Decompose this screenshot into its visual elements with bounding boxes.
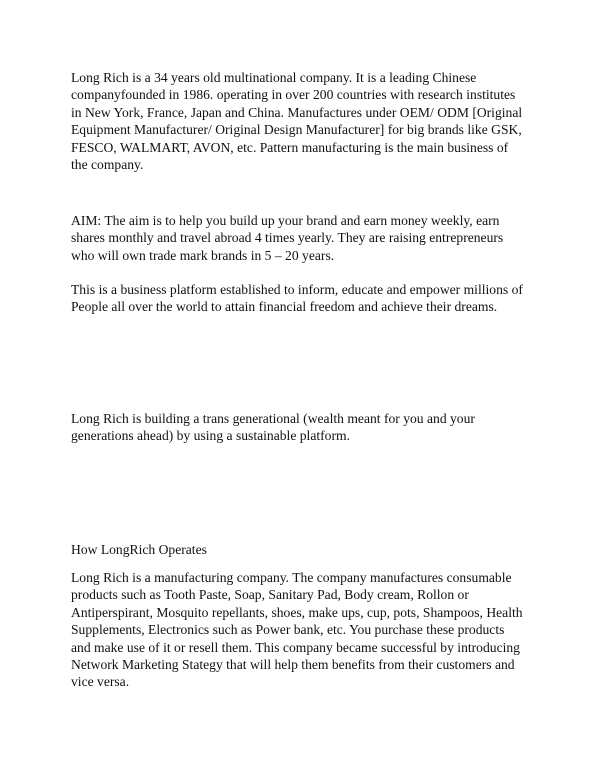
text-line: Long Rich is building a trans generational (wealth meant for you and your [71,411,475,426]
generational-paragraph [71,410,541,445]
text-line: vice versa. [71,674,130,690]
text-line: Antiperspirant, Mosquito repellants, shoes, make ups, cup, pots, Shampoos, Health [71,604,523,620]
text-line: Equipment Manufacturer/ Original Design Manufacturer] for big brands like GSK, [71,122,522,138]
text-line: companyfounded in 1986. operating in over 200 countries with research institutes [71,87,516,103]
text-line: AIM: The aim is to help you build up your brand and earn money weekly, earn [71,213,500,228]
aim-paragraph [71,212,541,264]
text-line: who will own trade mark brands in 5 – 20 years. [71,247,335,263]
company-intro-paragraph [71,69,541,173]
text-line: products such as Tooth Paste, Soap, Sanitary Pad, Body cream, Rollon or [71,587,469,603]
text-line: the company. [71,157,144,173]
section-heading [71,541,541,558]
text-line: shares monthly and travel abroad 4 times yearly. They are raising entrepreneurs [71,230,504,246]
text-line: generations ahead) by using a sustainable platform. [71,428,350,444]
text-line: Network Marketing Stategy that will help them benefits from their customers and [71,657,515,673]
text-line: Supplements, Electronics such as Power bank, etc. You purchase these products [71,622,505,638]
operations-paragraph [71,569,541,691]
text-line: This is a business platform established to inform, educate and empower millions of [71,282,523,297]
text-line: and make use of it or resell them. This company became successful by introducing [71,639,520,655]
platform-paragraph [71,281,541,316]
text-line: FESCO, WALMART, AVON, etc. Pattern manufacturing is the main business of [71,139,509,155]
heading-text: How LongRich Operates [71,542,207,557]
text-line: in New York, France, Japan and China. Manufactures under OEM/ ODM [Original [71,104,523,120]
text-line: Long Rich is a 34 years old multinational company. It is a leading Chinese [71,70,477,85]
text-line: Long Rich is a manufacturing company. The company manufactures consumable [71,570,512,585]
text-line: People all over the world to attain financial freedom and achieve their dreams. [71,299,498,315]
